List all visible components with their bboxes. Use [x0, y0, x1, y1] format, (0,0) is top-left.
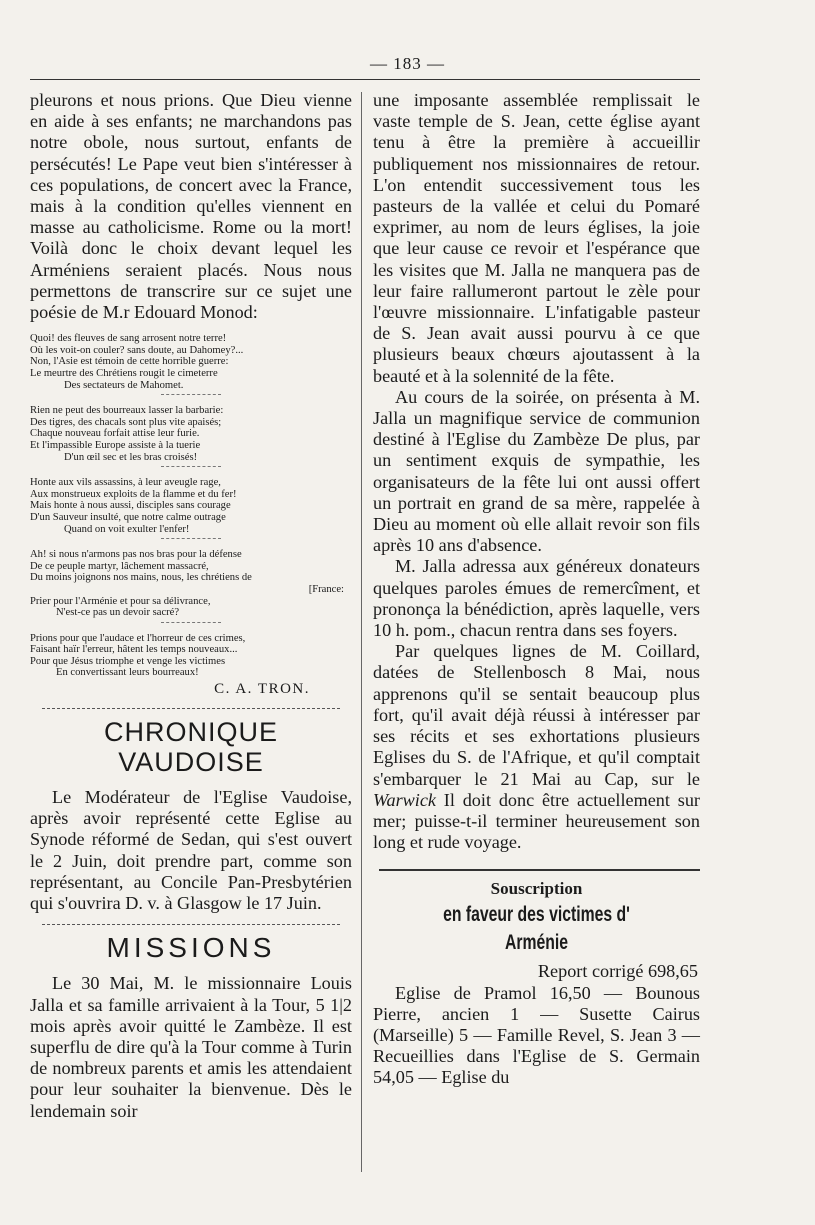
poem-line: Faisant haïr l'erreur, hâtent les temps nouveaux...	[30, 644, 238, 656]
chronique-heading: CHRONIQUE VAUDOISE	[103, 717, 278, 778]
missions-paragraph: Le 30 Mai, M. le missionnaire Louis Jalla et sa famille arrivaient à la Tour, 5 1|2 mois après avoir quitté le Zambèze. Il est superflu de dire qu'à la Tour comme à Turin de nombreux parents et amis les attendaient pour leur souhaiter la bienvenue. Dès le lendemain soir	[30, 973, 352, 1121]
poem-line: Quoi! des fleuves de sang arrosent notre terre!	[30, 333, 227, 345]
poem-line: Pour que Jésus triomphe et venge les victimes	[30, 655, 226, 667]
poem-line: Ah! si nous n'armons pas nos bras pour la défense	[30, 549, 242, 561]
poem-line: N'est-ce pas un devoir sacré?	[56, 607, 180, 619]
poem-line: Où les voit-on couler? sans doute, au Dahomey?...	[30, 344, 244, 356]
poem	[30, 333, 352, 679]
section-divider	[42, 924, 340, 925]
right-paragraph-4	[373, 641, 700, 853]
poem-line: Le meurtre des Chrétiens rougit le cimeterre	[30, 368, 218, 380]
poem-line: En convertissant leurs bourreaux!	[56, 667, 199, 679]
poem-stanza-2	[30, 405, 352, 467]
paragraph-text: Il doit donc être actuellement sur mer; puisse-t-il terminer heureusement son long et rude voyage.	[373, 789, 700, 853]
poem-line: Prions pour que l'audace et l'horreur de ces crimes,	[30, 632, 246, 644]
stanza-ornament	[161, 538, 221, 539]
stanza-ornament	[161, 466, 221, 467]
poem-line: Des sectateurs de Mahomet.	[64, 379, 184, 391]
section-divider	[379, 869, 700, 871]
left-column	[30, 90, 352, 1122]
poem-line: Mais honte à nous aussi, disciples sans courage	[30, 500, 231, 512]
intro-paragraph: pleurons et nous prions. Que Dieu vienne en aide à ses enfants; ne marchandons pas notre obole, nous surtout, enfants de persécutés! Le Pape veut bien s'intéresser à ces populations, de concert avec la France, mais à la condition qu'elles viennent en masse au catholicisme. Rome ou la mort! Voilà donc le choix devant lequel les Arméniens seraient placés. Nous nous permettons de transcrire sur ce sujet une poésie de M.r Edouard Monod:	[30, 90, 352, 323]
right-column	[373, 90, 700, 1089]
poem-line: Des tigres, des chacals sont plus vite apaisés;	[30, 416, 222, 428]
poem-line: Non, l'Asie est témoin de cette horrible guerre:	[30, 356, 229, 368]
header-rule	[30, 79, 700, 80]
poem-line: [France:	[308, 583, 344, 595]
poem-signature: C. A. TRON.	[214, 681, 310, 698]
column-divider	[361, 92, 362, 1172]
right-paragraph-1: une imposante assemblée remplissait le vaste temple de S. Jean, cette église ayant tenu à être la première à accueillir publiquement nos missionnaires de retour. L'on entendit successivement tous les pasteurs de la vallée et celui du Pomaré exprimer, au nom de leurs églises, la joie que leur cause ce revoir et l'espérance que les visites que M. Jalla ne manquera pas de leur faire rallumeront partout le zèle pour l'œuvre missionnaire. L'infatigable pasteur de S. Jean avait aussi pourvu à ce que plusieurs beaux chœurs ajoutassent à la beauté et à la solennité de la fête.	[373, 90, 700, 386]
poem-line: Quand on voit exulter l'enfer!	[64, 523, 190, 535]
ship-name: Warwick	[373, 789, 436, 810]
poem-stanza-1	[30, 333, 352, 395]
souscription-subheading: en faveur des victimes d' Arménie	[443, 903, 630, 955]
poem-stanza-4	[30, 549, 352, 623]
right-paragraph-2: Au cours de la soirée, on présenta à M. Jalla un magnifique service de communion destiné à l'Eglise du Zambèze De plus, par un sentiment exquis de sympathie, les organisateurs de la fête lui ont aussi offert un portrait en grand de sa mère, rappelée à Dieu au moment où elle allait revoir son fils après 10 ans d'absence.	[373, 386, 700, 556]
section-divider	[42, 708, 340, 709]
missions-heading: MISSIONS	[106, 932, 276, 964]
poem-line: Du moins joignons nos mains, nous, les chrétiens de	[30, 572, 252, 584]
poem-line: Chaque nouveau forfait attise leur furie.	[30, 428, 200, 440]
donations-paragraph: Eglise de Pramol 16,50 — Bounous Pierre, ancien 1 — Susette Cairus (Marseille) 5 — Famille Revel, S. Jean 3 — Recueillies dans l'Eglise de S. Germain 54,05 — Eglise du	[373, 982, 700, 1088]
souscription-heading: Souscription	[490, 879, 583, 899]
poem-line: D'un Sauveur insulté, que notre calme outrage	[30, 511, 226, 523]
poem-line: Rien ne peut des bourreaux lasser la barbarie:	[30, 405, 224, 417]
poem-line: Aux monstrueux exploits de la flamme et du fer!	[30, 488, 237, 500]
chronique-paragraph: Le Modérateur de l'Eglise Vaudoise, après avoir représenté cette Eglise au Synode réformé de Sedan, qui s'est ouvert le 2 Juin, doit prendre part, comme son représentant, au Concile Pan-Presbytérien qui s'ouvrira D. v. à Glasgow le 17 Juin.	[30, 787, 352, 914]
poem-line: Honte aux vils assassins, à leur aveugle rage,	[30, 477, 221, 489]
report-line: Report corrigé 698,65	[537, 961, 698, 982]
poem-line: Prier pour l'Arménie et pour sa délivrance,	[30, 595, 211, 607]
page-number: — 183 —	[370, 54, 445, 73]
stanza-ornament	[161, 622, 221, 623]
poem-line: De ce peuple martyr, lâchement massacré,	[30, 560, 209, 572]
right-paragraph-3: M. Jalla adressa aux généreux donateurs quelques paroles émues de remercîment, et prononça la bénédiction, après laquelle, vers 10 h. pom., chacun rentra dans ses foyers.	[373, 556, 700, 641]
poem-line: D'un œil sec et les bras croisés!	[64, 451, 198, 463]
poem-stanza-5	[30, 633, 352, 679]
stanza-ornament	[161, 394, 221, 395]
paragraph-text: Par quelques lignes de M. Coillard, datées de Stellenbosch 8 Mai, nous apprenons qu'il se sentait beaucoup plus fort, qu'il avait déjà réussi à intéresser par ses récits et ses exhortations plusieurs Eglises du S. de l'Afrique, et qu'il comptait s'embarquer le 21 Mai au Cap, sur le	[373, 641, 700, 789]
poem-stanza-3	[30, 477, 352, 539]
poem-line: Et l'impassible Europe assiste à la tuerie	[30, 439, 201, 451]
